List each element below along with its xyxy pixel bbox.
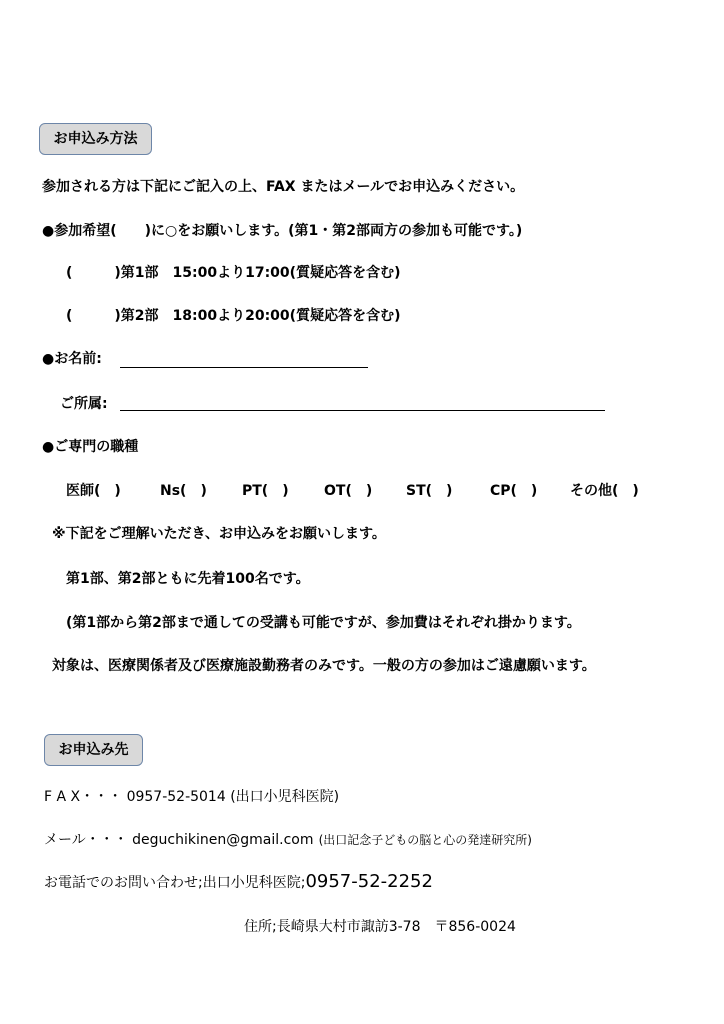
- name-underline: [120, 367, 368, 368]
- profession-item: CP( ): [490, 483, 538, 499]
- notice-heading: ※下記をご理解いただき、お申込みをお願いします。: [52, 526, 386, 542]
- application-contact-heading: お申込み先: [44, 734, 143, 766]
- notice-eligibility: 対象は、医療関係者及び医療施設勤務者のみです。一般の方の参加はご遠慮願います。: [52, 658, 596, 674]
- intro-text: 参加される方は下記にご記入の上、FAX またはメールでお申込みください。: [42, 179, 525, 195]
- profession-label: ●ご専門の職種: [42, 439, 139, 455]
- profession-item: Ns( ): [160, 483, 207, 499]
- fax-line: F A X・・・ 0957-52-5014 (出口小児科医院): [44, 789, 340, 805]
- phone-line: [44, 871, 433, 892]
- phone-label: お電話でのお問い合わせ;出口小児科医院;: [44, 875, 306, 891]
- email-organization: (出口記念子どもの脳と心の発達研究所): [318, 833, 532, 847]
- profession-item: PT( ): [242, 483, 289, 499]
- address-line: 住所;長崎県大村市諏訪3-78 〒856-0024: [244, 919, 516, 935]
- notice-capacity: 第1部、第2部ともに先着100名です。: [66, 571, 310, 587]
- profession-item: その他( ): [570, 483, 639, 499]
- affiliation-label: ご所属:: [60, 396, 108, 412]
- email-line: [44, 829, 532, 849]
- profession-item: 医師( ): [66, 483, 121, 499]
- affiliation-underline: [120, 410, 605, 411]
- application-method-heading: お申込み方法: [39, 123, 152, 155]
- profession-item: ST( ): [406, 483, 453, 499]
- session1-option: ( )第1部 15:00より17:00(質疑応答を含む): [66, 265, 401, 281]
- phone-number: 0957-52-2252: [305, 871, 433, 892]
- name-label: ●お名前:: [42, 351, 102, 367]
- notice-fee: (第1部から第2部まで通しての受講も可能ですが、参加費はそれぞれ掛かります。: [66, 615, 581, 631]
- email-address: メール・・・ deguchikinen@gmail.com: [44, 832, 314, 848]
- participation-note: ●参加希望( )に○をお願いします。(第1・第2部両方の参加も可能です。): [42, 223, 523, 239]
- profession-item: OT( ): [324, 483, 373, 499]
- session2-option: ( )第2部 18:00より20:00(質疑応答を含む): [66, 308, 401, 324]
